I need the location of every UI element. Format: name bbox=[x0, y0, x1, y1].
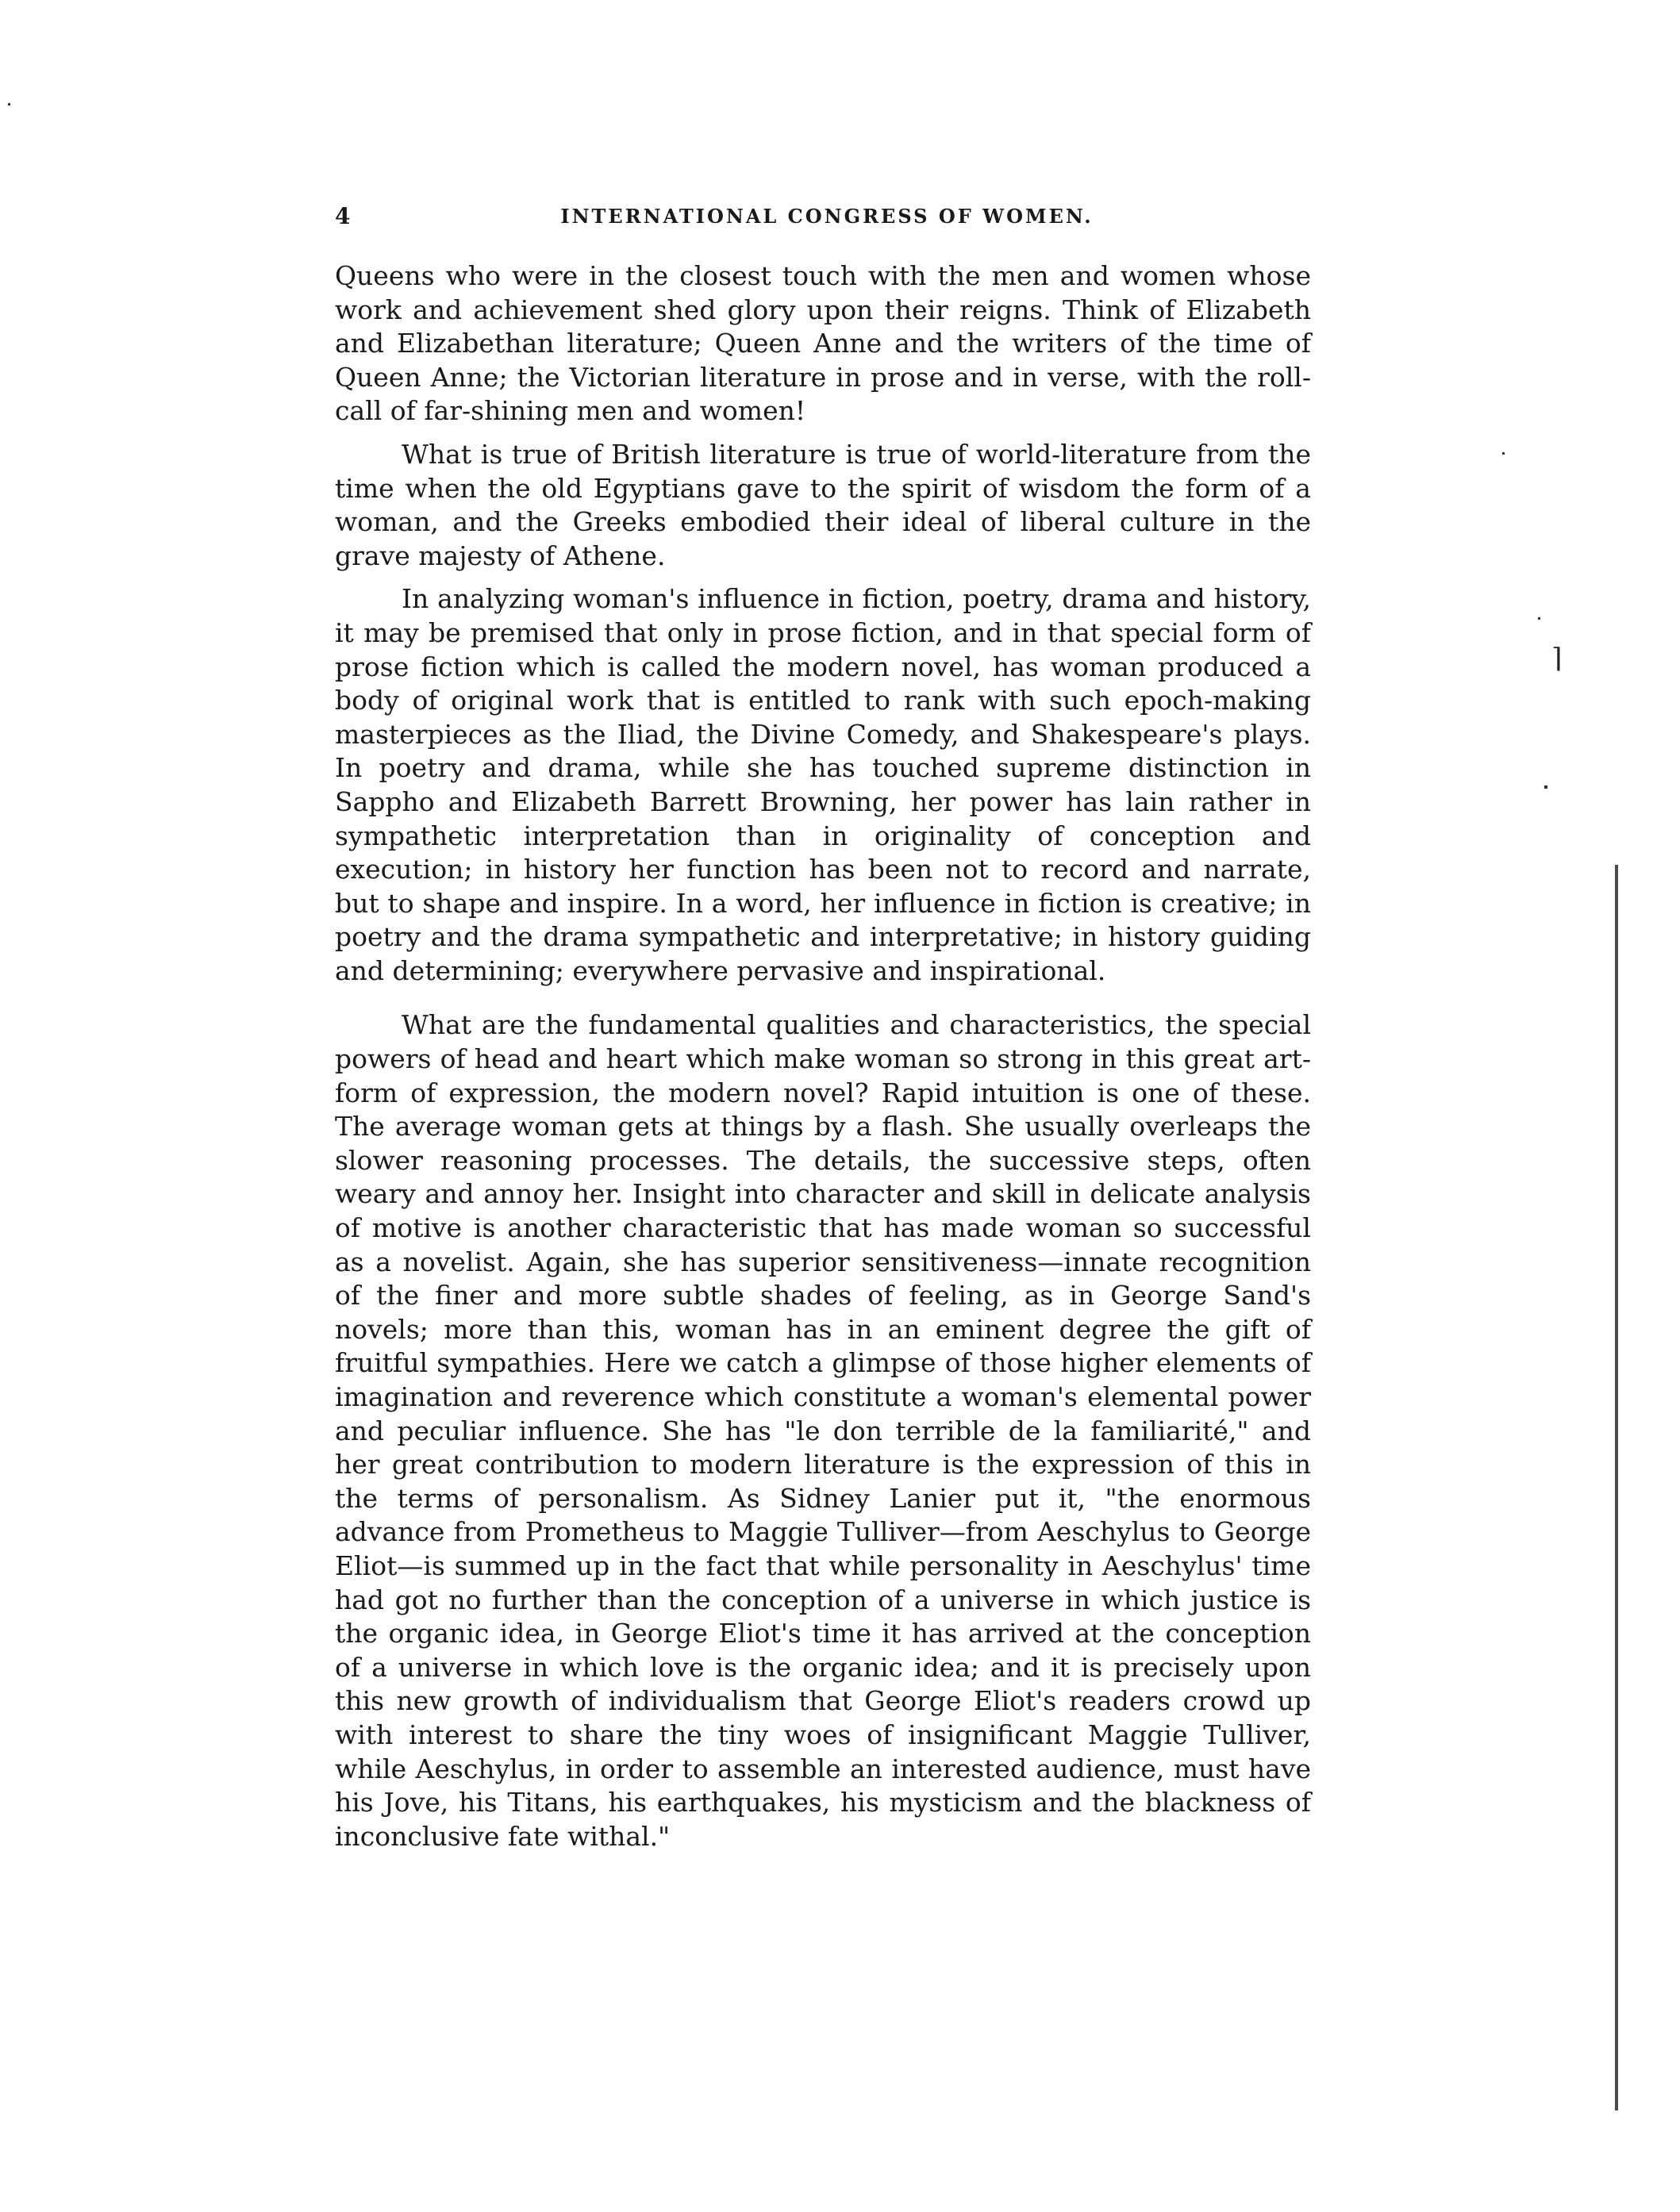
scan-speck bbox=[1502, 452, 1505, 455]
scan-edge-line bbox=[1615, 865, 1618, 2110]
page-header bbox=[335, 203, 1319, 235]
paragraph-world-literature: What is true of British literature is true of world-literature from the time when the old Egyptians gave to the spirit of wisdom the form of a woman, and the Greeks embodied their ideal of liberal culture in the grave majesty of Athene. bbox=[335, 438, 1311, 571]
scan-speck bbox=[1538, 617, 1540, 620]
paragraph-fundamental-qualities: What are the fundamental qualities and characteristics, the special powers of head and heart which make woman so strong in this great art-form of expression, the modern novel? Rapid intuition is one of these. The average woman gets at things by a flash. She usually overleaps the slower reasoning processes. The details, the successive steps, often weary and annoy her. Insight into character and skill in delicate analysis of motive is another characteristic that has made woman so successful as a novelist. Again, she has superior sensitiveness—innate recognition of the finer and more subtle shades of feeling, as in George Sand's novels; more than this, woman has in an eminent degree the gift of fruitful sympathies. Here we catch a glimpse of those higher elements of imagination and reverence which constitute a woman's elemental power and peculiar influence. She has "le don terrible de la familiarité," and her great contribution to modern literature is the expression of this in the terms of personalism. As Sidney Lanier put it, "the enormous advance from Prometheus to Maggie Tulliver—from Aeschylus to George Eliot—is summed up in the fact that while personality in Aeschylus' time had got no further than the conception of a universe in which justice is the organic idea, in George Eliot's time it has arrived at the conception of a universe in which love is the organic idea; and it is precisely upon this new growth of individualism that George Eliot's readers crowd up with interest to share the tiny woes of insignificant Maggie Tulliver, while Aeschylus, in order to assemble an interested audience, must have his Jove, his Titans, his earthquakes, his mysticism and the blackness of inconclusive fate withal." bbox=[335, 1009, 1311, 1852]
body-text bbox=[335, 259, 1311, 1853]
scan-speck bbox=[8, 103, 10, 106]
running-title: INTERNATIONAL CONGRESS OF WOMEN. bbox=[560, 205, 1094, 228]
page-number: 4 bbox=[335, 203, 352, 229]
paragraph-queens: Queens who were in the closest touch with the men and women whose work and achievement shed glory upon their reigns. Think of Elizabeth and Elizabethan literature; Queen Anne and the writers of the time of Queen Anne; the Victorian literature in prose and in verse, with the roll-call of far-shining men and women! bbox=[335, 260, 1311, 427]
scan-mark: ⌉ bbox=[1551, 643, 1563, 674]
paragraph-analyzing-influence: In analyzing woman's influence in fiction, poetry, drama and history, it may be premised that only in prose fiction, and in that special form of prose fiction which is called the modern novel, has woman produced a body of original work that is entitled to rank with such epoch-making masterpieces as the Iliad, the Divine Comedy, and Shakespeare's plays. In poetry and drama, while she has touched supreme distinction in Sappho and Elizabeth Barrett Browning, her power has lain rather in sympathetic interpretation than in originality of conception and execution; in history her function has been not to record and narrate, but to shape and inspire. In a word, her influence in fiction is creative; in poetry and the drama sympathetic and interpretative; in history guiding and determining; everywhere pervasive and inspirational. bbox=[335, 583, 1311, 986]
scan-speck bbox=[1544, 785, 1547, 789]
